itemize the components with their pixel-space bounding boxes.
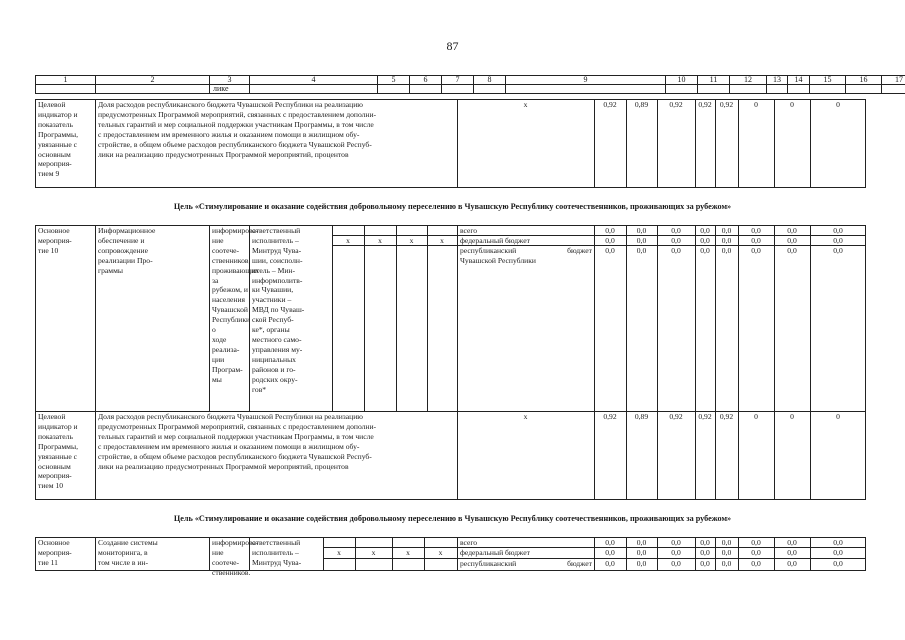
- indicator-description: Доля расходов республиканского бюджета Чувашской Республики на реализацию предусмотренных Программой мероприятий, связанных с предоставлением дополни- тельных гарантий и мер социальной поддержки участникам Программы, в том числе с предоставлением им временного жилья и оказанием помощи в жилищном обу- стройстве, в общем объеме расходов республиканского бюджета Чувашской Респуб- лики на реализацию предусмотренных Программой мероприятий, процентов: [98, 100, 377, 159]
- continuation-text: лике: [210, 85, 250, 94]
- funding-source: всего: [460, 538, 478, 547]
- event-label: Основное мероприя- тие 10: [38, 226, 72, 255]
- event-description: информирова- ние соотече- ственников.: [212, 538, 259, 577]
- column-number: 4: [250, 76, 378, 85]
- indicator-description: Доля расходов республиканского бюджета Чувашской Республики на реализацию предусмотренных Программой мероприятий, связанных с предоставлением дополни- тельных гарантий и мер социальной поддержки участникам Программы, в том числе с предоставлением им временного жилья и оказанием помощи в жилищном обу- стройстве, в общем объеме расходов республиканского бюджета Чувашской Респуб- лики на реализацию предусмотренных Программой мероприятий, процентов: [98, 412, 377, 471]
- event-responsible: ответственный исполнитель – Минтруд Чува-: [252, 538, 302, 567]
- column-number: 8: [474, 76, 506, 85]
- column-number: 15: [810, 76, 846, 85]
- column-header-table: [35, 75, 905, 94]
- column-number: 11: [698, 76, 730, 85]
- event-10-block: Основное мероприя- тие 10 Информационное обеспечение и сопровождение реализации Про- граммы информирова- ние соотече- ственников, проживающих за рубежом, и населения Чувашской Республики о ходе реализа- ции Програм- мы ответственный исполнитель – Минтруд Чува- шии, соисполн- итель – Мин- информполитв- ки Чувашии, участники – МВД по Чуваш- ской Респуб- ке*, органы местного само- управления му- ниципальных районов и го- родских окру- гов* x x x x всего федеральный бюджет республиканский бюджет Чувашской Республики 0,0 0,0 0,0 0,0 0,0 0,0 0,0 0,0 0,0 0,0 0,0 0,0 0,0 0,0 0,0 0,0 0,0 0,0 0,0 0,0 0,0 0,0 0,0 0,0: [35, 225, 866, 412]
- funding-source: федеральный бюджет: [460, 548, 530, 557]
- indicator-9-block: Целевой индикатор и показатель Программы, увязанные с основным мероприя- тием 9 Доля расходов республиканского бюджета Чувашской Республики на реализацию предусмотренных Программой мероприятий, связанных с предоставлением дополни- тельных гарантий и мер социальной поддержки участникам Программы, в том числе с предоставлением им временного жилья и оказанием помощи в жилищном обу- стройстве, в общем объеме расходов республиканского бюджета Чувашской Респуб- лики на реализацию предусмотренных Программой мероприятий, процентов x 0,92 0,89 0,92 0,92 0,92 0 0 0: [35, 99, 866, 188]
- page-number: 87: [446, 39, 459, 53]
- continuation-row: [36, 85, 905, 94]
- goal-title: Цель «Стимулирование и оказание содействия добровольному переселению в Чувашскую Республику соотечественников, проживающих за рубежом»: [173, 202, 732, 211]
- column-number: 6: [410, 76, 442, 85]
- indicator-col9-mark: x: [523, 412, 528, 421]
- column-number: 2: [96, 76, 210, 85]
- column-number: 7: [442, 76, 474, 85]
- funding-source: федеральный бюджет: [460, 236, 530, 245]
- funding-source: республиканский бюджет: [460, 559, 592, 568]
- indicator-label: Целевой индикатор и показатель Программы, увязанные с основным мероприя- тием 10: [38, 412, 78, 491]
- indicator-col9-mark: x: [523, 100, 528, 109]
- column-number: 3: [210, 76, 250, 85]
- column-number: 12: [730, 76, 767, 85]
- event-name: Создание системы мониторинга, в том числе в ин-: [98, 538, 158, 567]
- event-name: Информационное обеспечение и сопровождение реализации Про- граммы: [98, 226, 156, 275]
- funding-source: всего: [460, 226, 478, 235]
- indicator-10-block: Целевой индикатор и показатель Программы, увязанные с основным мероприя- тием 10 Доля расходов республиканского бюджета Чувашской Республики на реализацию предусмотренных Программой мероприятий, связанных с предоставлением дополни- тельных гарантий и мер социальной поддержки участникам Программы, в том числе с предоставлением им временного жилья и оказанием помощи в жилищном обу- стройстве, в общем объеме расходов республиканского бюджета Чувашской Респуб- лики на реализацию предусмотренных Программой мероприятий, процентов x 0,92 0,89 0,92 0,92 0,92 0 0 0: [35, 411, 866, 500]
- funding-source: республиканский бюджет Чувашской Республики: [460, 246, 592, 265]
- column-numbers-row: [36, 76, 905, 85]
- column-number: 1: [36, 76, 96, 85]
- column-number: 13: [767, 76, 788, 85]
- event-11-block: Основное мероприя- тие 11 Создание системы мониторинга, в том числе в ин- информирова- ние соотече- ственников. ответственный исполнитель – Минтруд Чува- x x x x всего федеральный бюджет республиканский бюджет 0,0 0,0 0,0 0,0 0,0 0,0 0,0 0,0 0,0 0,0 0,0 0,0 0,0 0,0 0,0 0,0 0,0 0,0 0,0 0,0 0,0 0,0 0,0 0,0: [35, 537, 866, 571]
- column-number: 10: [666, 76, 698, 85]
- goal-title: Цель «Стимулирование и оказание содействия добровольному переселению в Чувашскую Республику соотечественников, проживающих за рубежом»: [173, 514, 732, 523]
- event-responsible: ответственный исполнитель – Минтруд Чува- шии, соисполн- итель – Мин- информполитв- ки Чувашии, участники – МВД по Чуваш- ской Респуб- ке*, органы местного само- управления му- ниципальных районов и го- родских окру- гов*: [252, 226, 305, 394]
- event-description: информирова- ние соотече- ственников, проживающих за рубежом, и населения Чувашской Республики о ходе реализа- ции Програм- мы: [212, 226, 260, 384]
- event-label: Основное мероприя- тие 11: [38, 538, 72, 567]
- column-number: 5: [378, 76, 410, 85]
- column-number: 9: [506, 76, 666, 85]
- column-number: 14: [788, 76, 810, 85]
- indicator-label: Целевой индикатор и показатель Программы, увязанные с основным мероприя- тием 9: [38, 100, 78, 179]
- column-number: 16: [846, 76, 882, 85]
- column-number: 17: [882, 76, 905, 85]
